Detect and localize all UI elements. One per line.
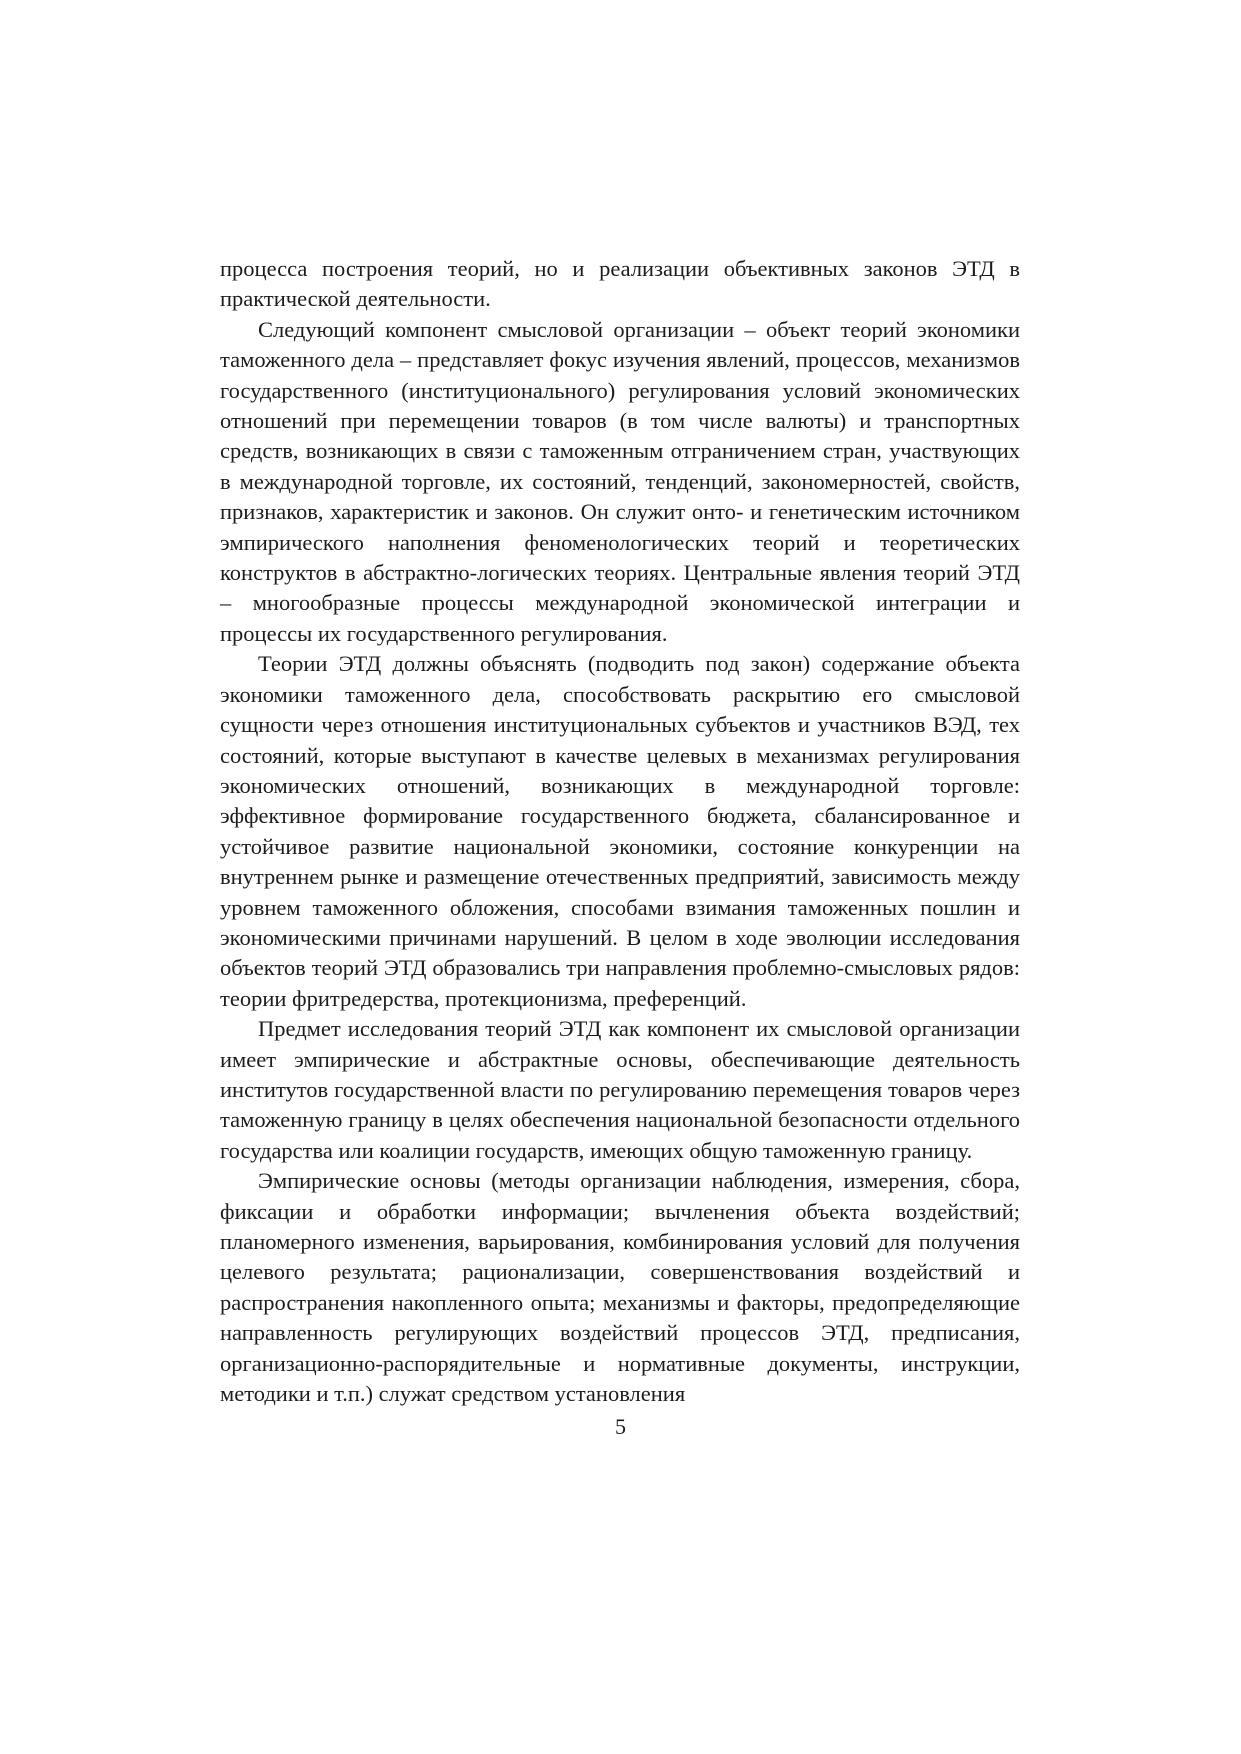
page-number: 5 [615,1414,626,1439]
paragraph-empirical-foundations: Эмпирические основы (методы организации наблюдения, измерения, сбора, фиксации и обработки информации; вычленения объекта воздействий; планомерного изменения, варьирования, комбинирования условий для получения целевого результата; рационализации, совершенствования воздействий и распространения накопленного опыта; механизмы и факторы, предопределяющие направленность регулирующих воздействий процессов ЭТД, предписания, организационно-распорядительные и нормативные документы, инструкции, методики и т.п.) служат средством установления [220,1168,1020,1407]
body-text [220,254,1020,1409]
paragraph-object-of-theories: Следующий компонент смысловой организации – объект теорий экономики таможенного дела – представляет фокус изучения явлений, процессов, механизмов государственного (институционального) регулирования условий экономических отношений при перемещении товаров (в том числе валюты) и транспортных средств, возникающих в связи с таможенным отграничением стран, участвующих в международной торговле, их состояний, тенденций, закономерностей, свойств, признаков, характеристик и законов. Он служит онто- и генетическим источником эмпирического наполнения феноменологических теорий и теоретических конструктов в абстрактно-логических теориях. Центральные явления теорий ЭТД – многообразные процессы международной экономической интеграции и процессы их государственного регулирования. [220,316,1020,646]
paragraph-theories-explain: Теории ЭТД должны объяснять (подводить под закон) содержание объекта экономики таможенного дела, способствовать раскрытию его смысловой сущности через отношения институциональных субъектов и участников ВЭД, тех состояний, которые выступают в качестве целевых в механизмах регулирования экономических отношений, возникающих в международной торговле: эффективное формирование государственного бюджета, сбалансированное и устойчивое развитие национальной экономики, состояние конкуренции на внутреннем рынке и размещение отечественных предприятий, зависимость между уровнем таможенного обложения, способами взимания таможенных пошлин и экономическими причинами нарушений. В целом в ходе эволюции исследования объектов теорий ЭТД образовались три направления проблемно-смысловых рядов: теории фритредерства, протекционизма, преференций. [220,651,1020,1011]
paragraph-continuation: процесса построения теорий, но и реализации объективных законов ЭТД в практической деятельности. [220,256,1020,312]
paragraph-subject-of-research: Предмет исследования теорий ЭТД как компонент их смысловой организации имеет эмпирические и абстрактные основы, обеспечивающие деятельность институтов государственной власти по регулированию перемещения товаров через таможенную границу в целях обеспечения национальной безопасности отдельного государства или коалиции государств, имеющих общую таможенную границу. [220,1016,1020,1163]
